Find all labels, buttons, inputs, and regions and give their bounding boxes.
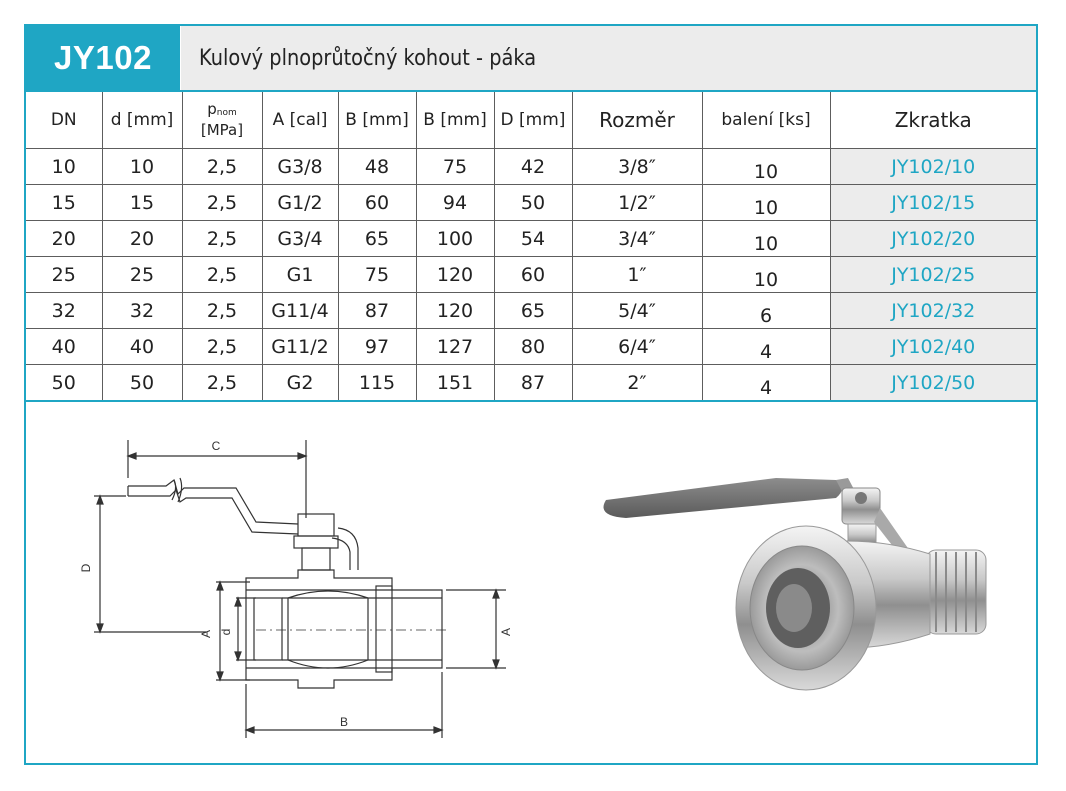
cell-dn: 40 [26,329,102,365]
dim-label-a-right: A [499,627,513,637]
dim-label-a-left: A [199,629,213,639]
cell-b1: 65 [338,221,416,257]
cell-size: 1/2″ [572,185,702,221]
cell-pack: 4 [702,329,830,365]
cell-code: JY102/15 [830,185,1036,221]
cell-p: 2,5 [182,257,262,293]
cell-b2: 75 [416,149,494,185]
product-card [24,24,1038,765]
cell-pack: 10 [702,257,830,293]
cell-size: 3/8″ [572,149,702,185]
cell-a: G1/2 [262,185,338,221]
cell-size: 2″ [572,365,702,402]
table-row [26,185,1036,221]
cell-size: 5/4″ [572,293,702,329]
col-header-size: Rozměr [572,91,702,149]
cell-pack: 10 [702,149,830,185]
dim-label-b: B [339,715,349,729]
cell-dd: 42 [494,149,572,185]
cell-b1: 75 [338,257,416,293]
cell-b1: 60 [338,185,416,221]
product-header [26,26,1036,90]
col-header-b2: B [mm] [416,91,494,149]
cell-d: 20 [102,221,182,257]
cell-a: G11/2 [262,329,338,365]
technical-drawing [66,418,526,748]
cell-d: 40 [102,329,182,365]
cell-code: JY102/32 [830,293,1036,329]
cell-b2: 100 [416,221,494,257]
cell-b2: 127 [416,329,494,365]
cell-code: JY102/20 [830,221,1036,257]
col-header-pressure [182,91,262,149]
col-header-a: A [cal] [262,91,338,149]
table-row [26,257,1036,293]
col-header-b1: B [mm] [338,91,416,149]
table-row [26,329,1036,365]
cell-b2: 151 [416,365,494,402]
cell-p: 2,5 [182,365,262,402]
product-title-box [180,26,1036,90]
pressure-sub: nom [216,108,237,118]
cell-b1: 97 [338,329,416,365]
cell-p: 2,5 [182,293,262,329]
table-row [26,293,1036,329]
cell-d: 32 [102,293,182,329]
cell-d: 50 [102,365,182,402]
cell-dd: 54 [494,221,572,257]
cell-size: 1″ [572,257,702,293]
cell-dd: 50 [494,185,572,221]
cell-p: 2,5 [182,221,262,257]
cell-p: 2,5 [182,185,262,221]
cell-size: 6/4″ [572,329,702,365]
table-row [26,221,1036,257]
dim-label-d-lower: d [219,628,233,636]
cell-dn: 20 [26,221,102,257]
cell-b1: 115 [338,365,416,402]
col-header-pack: balení [ks] [702,91,830,149]
cell-pack: 10 [702,221,830,257]
table-row [26,365,1036,402]
pressure-unit: [MPa] [200,121,244,139]
dim-label-c: C [211,439,221,453]
cell-dn: 32 [26,293,102,329]
cell-dn: 15 [26,185,102,221]
cell-dn: 25 [26,257,102,293]
pressure-symbol: p [207,100,217,118]
cell-a: G3/4 [262,221,338,257]
cell-code: JY102/40 [830,329,1036,365]
cell-b1: 48 [338,149,416,185]
cell-d: 25 [102,257,182,293]
product-title: Kulový plnoprůtočný kohout - páka [199,45,537,71]
cell-dn: 10 [26,149,102,185]
table-header-row [26,91,1036,149]
cell-dd: 60 [494,257,572,293]
cell-a: G3/8 [262,149,338,185]
cell-p: 2,5 [182,149,262,185]
cell-b1: 87 [338,293,416,329]
col-header-dn: DN [26,91,102,149]
product-code: JY102 [26,26,180,90]
col-header-dd: D [mm] [494,91,572,149]
cell-code: JY102/10 [830,149,1036,185]
cell-size: 3/4″ [572,221,702,257]
cell-dn: 50 [26,365,102,402]
cell-d: 10 [102,149,182,185]
table-row [26,149,1036,185]
cell-dd: 80 [494,329,572,365]
cell-p: 2,5 [182,329,262,365]
cell-b2: 120 [416,293,494,329]
cell-dd: 65 [494,293,572,329]
cell-pack: 6 [702,293,830,329]
cell-pack: 4 [702,365,830,402]
spec-table [26,90,1036,402]
cell-a: G11/4 [262,293,338,329]
col-header-d: d [mm] [102,91,182,149]
cell-dd: 87 [494,365,572,402]
cell-code: JY102/50 [830,365,1036,402]
cell-pack: 10 [702,185,830,221]
dim-label-d-upper: D [79,563,93,573]
cell-d: 15 [102,185,182,221]
cell-a: G2 [262,365,338,402]
col-header-code: Zkratka [830,91,1036,149]
cell-b2: 120 [416,257,494,293]
cell-code: JY102/25 [830,257,1036,293]
cell-a: G1 [262,257,338,293]
product-photo [586,458,1026,698]
cell-b2: 94 [416,185,494,221]
